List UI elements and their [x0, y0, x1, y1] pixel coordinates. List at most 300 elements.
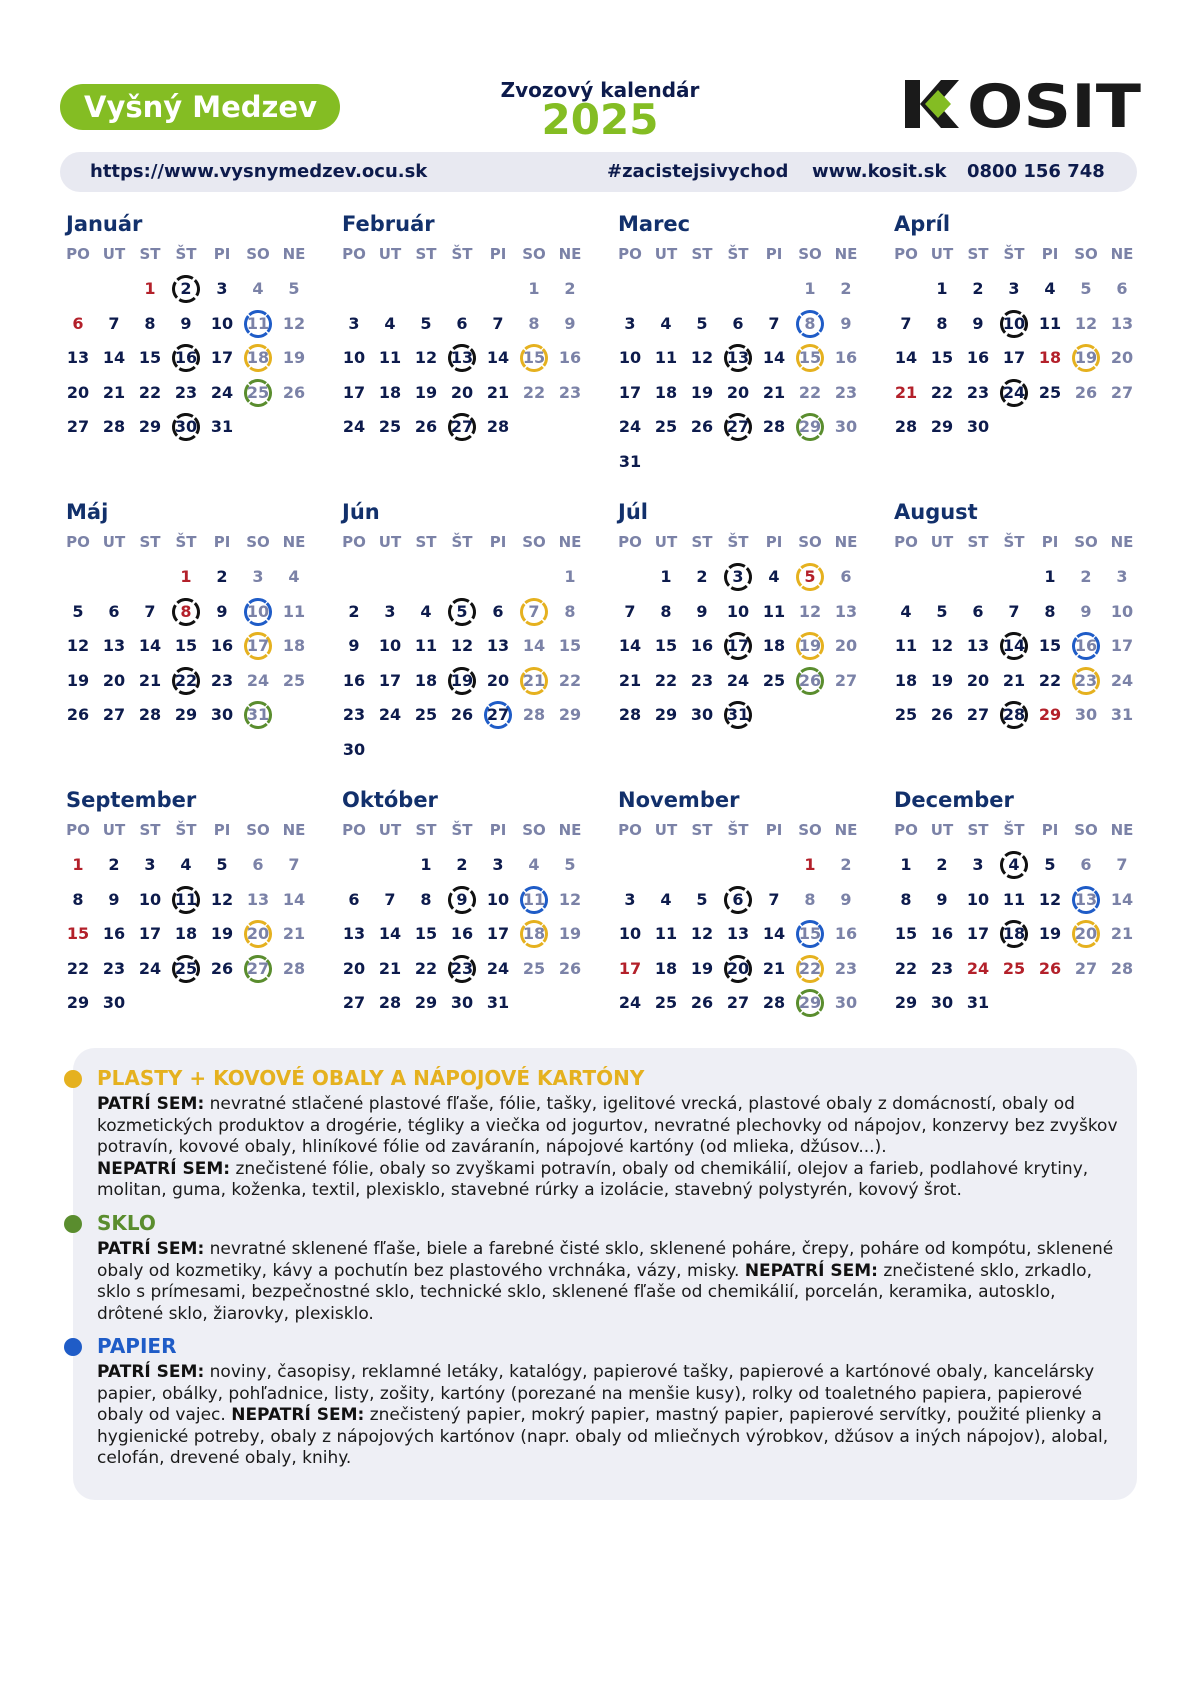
day-number: 30	[102, 993, 126, 1012]
day-cell	[204, 848, 240, 882]
day-cell-mixed-pickup	[168, 341, 204, 375]
day-number: 2	[840, 279, 852, 298]
weekday-label: ŠT	[1003, 533, 1025, 551]
day-number: 1	[900, 855, 912, 874]
day-cell	[132, 341, 168, 375]
weekday-label: PI	[489, 533, 507, 551]
day-cell	[996, 341, 1032, 375]
day-cell	[888, 410, 924, 444]
day-cell	[828, 664, 864, 698]
day-number: 5	[936, 601, 948, 621]
day-number: 10	[1002, 313, 1026, 333]
weekday-label: PO	[342, 245, 366, 263]
month-name: Apríl	[894, 212, 951, 236]
day-cell-paper-pickup	[1068, 883, 1104, 917]
day-cell	[240, 272, 276, 306]
day-number: 8	[900, 889, 912, 909]
day-cell	[1104, 341, 1140, 375]
day-cell	[552, 848, 588, 882]
day-cell-glass-pickup	[240, 698, 276, 732]
weekday-label: UT	[378, 821, 402, 839]
day-cell	[960, 664, 996, 698]
day-cell	[372, 952, 408, 986]
day-cell	[828, 595, 864, 629]
day-number: 21	[1110, 924, 1134, 943]
day-number: 23	[966, 382, 990, 402]
day-cell	[720, 664, 756, 698]
day-number: 20	[450, 382, 474, 402]
month-7	[612, 500, 878, 780]
day-cell	[552, 595, 588, 629]
day-number: 2	[456, 855, 468, 874]
day-cell-plastic-pickup	[516, 917, 552, 951]
day-number: 26	[558, 958, 582, 978]
day-number: 9	[696, 601, 708, 621]
weekday-label: NE	[282, 245, 306, 263]
weekday-label: ŠT	[175, 533, 197, 551]
day-cell-mixed-pickup	[996, 307, 1032, 341]
day-cell	[96, 629, 132, 663]
day-number: 16	[834, 924, 858, 943]
day-cell	[756, 986, 792, 1020]
day-number: 10	[966, 889, 990, 909]
day-cell	[960, 595, 996, 629]
day-cell	[372, 341, 408, 375]
day-cell	[960, 883, 996, 917]
day-number: 7	[528, 601, 540, 621]
day-cell	[960, 629, 996, 663]
day-cell	[960, 917, 996, 951]
day-number: 8	[180, 601, 192, 621]
day-number: 23	[102, 958, 126, 978]
day-cell	[96, 952, 132, 986]
day-number: 22	[798, 958, 822, 978]
day-cell-mixed-pickup	[720, 883, 756, 917]
day-number: 29	[930, 417, 954, 436]
day-cell	[276, 952, 312, 986]
day-cell	[132, 848, 168, 882]
weekday-label: PI	[213, 821, 231, 839]
day-number: 1	[180, 567, 192, 586]
day-number: 10	[378, 636, 402, 655]
day-number: 16	[174, 348, 198, 367]
day-cell	[204, 952, 240, 986]
day-number: 25	[1002, 958, 1026, 978]
day-number: 9	[180, 313, 192, 333]
day-cell	[684, 952, 720, 986]
day-cell	[648, 410, 684, 444]
day-number: 17	[1002, 348, 1026, 367]
weekday-label: ŠT	[1003, 245, 1025, 263]
day-cell	[1032, 952, 1068, 986]
day-number: 20	[1110, 348, 1134, 367]
day-cell	[684, 595, 720, 629]
day-number: 5	[216, 855, 228, 874]
day-cell	[168, 376, 204, 410]
day-cell	[996, 883, 1032, 917]
weekday-label: SO	[522, 821, 546, 839]
weekday-label: SO	[1074, 821, 1098, 839]
day-number: 6	[456, 313, 468, 333]
day-cell	[336, 698, 372, 732]
month-11	[612, 788, 878, 1068]
day-cell	[924, 883, 960, 917]
day-cell-plastic-pickup	[1068, 341, 1104, 375]
day-number: 31	[618, 451, 642, 471]
day-number: 27	[966, 705, 990, 724]
weekday-label: NE	[558, 533, 582, 551]
glass-dot-icon	[64, 1215, 82, 1233]
day-cell	[684, 410, 720, 444]
day-number: 1	[804, 855, 816, 874]
day-cell	[648, 560, 684, 594]
day-number: 17	[378, 670, 402, 690]
day-number: 26	[798, 670, 822, 690]
day-cell	[756, 595, 792, 629]
day-cell-glass-pickup	[240, 952, 276, 986]
day-cell	[1068, 560, 1104, 594]
day-cell	[408, 341, 444, 375]
weekday-label: UT	[654, 245, 678, 263]
day-number: 10	[618, 924, 642, 943]
day-cell	[792, 376, 828, 410]
day-cell	[408, 698, 444, 732]
day-cell	[888, 986, 924, 1020]
day-cell	[516, 698, 552, 732]
day-cell	[924, 698, 960, 732]
day-cell-mixed-pickup	[444, 883, 480, 917]
day-cell-paper-pickup	[240, 307, 276, 341]
day-cell-paper-pickup	[480, 698, 516, 732]
day-number: 6	[840, 567, 852, 586]
day-number: 3	[216, 279, 228, 298]
day-number: 5	[696, 889, 708, 909]
day-cell	[552, 629, 588, 663]
day-cell	[60, 952, 96, 986]
day-number: 29	[1038, 705, 1062, 724]
hashtag: #zacistejsivychod	[607, 161, 789, 182]
day-cell	[132, 952, 168, 986]
day-cell-mixed-pickup	[720, 560, 756, 594]
day-number: 6	[972, 601, 984, 621]
weekday-label: ST	[967, 533, 989, 551]
day-number: 14	[138, 636, 162, 655]
day-number: 5	[288, 279, 300, 298]
day-cell	[132, 595, 168, 629]
day-number: 1	[420, 855, 432, 874]
day-number: 21	[762, 382, 786, 402]
day-number: 23	[450, 958, 474, 978]
day-number: 22	[894, 958, 918, 978]
day-cell	[1032, 698, 1068, 732]
day-cell	[276, 341, 312, 375]
day-number: 28	[1002, 705, 1026, 724]
day-number: 9	[840, 313, 852, 333]
day-cell	[132, 410, 168, 444]
day-number: 28	[762, 993, 786, 1012]
day-cell	[684, 698, 720, 732]
weekday-label: PI	[1041, 821, 1059, 839]
day-number: 28	[486, 417, 510, 436]
day-number: 5	[1080, 279, 1092, 298]
month-name: Júl	[618, 500, 648, 524]
day-cell	[336, 883, 372, 917]
day-number: 20	[102, 670, 126, 690]
day-cell	[612, 952, 648, 986]
day-number: 25	[282, 670, 306, 690]
glass-title: SKLO	[97, 1211, 156, 1235]
day-cell	[1104, 560, 1140, 594]
weekday-label: UT	[930, 533, 954, 551]
day-number: 22	[138, 382, 162, 402]
weekday-label: PO	[894, 533, 918, 551]
day-number: 4	[1044, 279, 1056, 298]
weekday-label: UT	[378, 533, 402, 551]
day-number: 7	[1008, 601, 1020, 621]
contact-bar	[60, 152, 1137, 192]
day-cell	[648, 629, 684, 663]
day-number: 21	[618, 670, 642, 690]
day-cell	[684, 341, 720, 375]
day-cell	[96, 376, 132, 410]
day-number: 8	[528, 313, 540, 333]
day-cell	[888, 952, 924, 986]
day-cell	[888, 698, 924, 732]
day-number: 18	[894, 670, 918, 690]
weekday-label: ŠT	[727, 533, 749, 551]
day-cell	[336, 341, 372, 375]
day-number: 17	[618, 958, 642, 978]
day-number: 16	[966, 348, 990, 367]
day-number: 19	[414, 382, 438, 402]
weekday-label: SO	[1074, 533, 1098, 551]
day-number: 5	[420, 313, 432, 333]
day-number: 19	[798, 636, 822, 655]
day-number: 4	[252, 279, 264, 298]
weekday-label: PO	[618, 821, 642, 839]
day-number: 17	[486, 924, 510, 943]
weekday-label: PI	[765, 245, 783, 263]
month-name: Január	[66, 212, 143, 236]
day-number: 19	[210, 924, 234, 943]
weekday-label: SO	[1074, 245, 1098, 263]
day-number: 20	[486, 670, 510, 690]
day-cell	[480, 629, 516, 663]
day-number: 28	[282, 958, 306, 978]
day-number: 23	[834, 958, 858, 978]
day-number: 3	[624, 889, 636, 909]
month-name: November	[618, 788, 740, 812]
day-cell	[684, 560, 720, 594]
day-number: 17	[618, 382, 642, 402]
day-number: 6	[732, 889, 744, 909]
day-cell	[516, 376, 552, 410]
day-cell	[204, 698, 240, 732]
day-number: 29	[558, 705, 582, 724]
day-cell	[408, 986, 444, 1020]
day-cell	[60, 883, 96, 917]
day-cell	[444, 698, 480, 732]
weekday-label: PI	[489, 821, 507, 839]
day-cell	[612, 698, 648, 732]
day-number: 27	[246, 958, 270, 978]
day-number: 11	[894, 636, 918, 655]
weekday-label: ST	[691, 533, 713, 551]
day-cell	[336, 986, 372, 1020]
day-number: 17	[138, 924, 162, 943]
day-cell	[960, 848, 996, 882]
day-number: 3	[144, 855, 156, 874]
day-number: 18	[1002, 924, 1026, 943]
day-cell	[204, 560, 240, 594]
day-number: 13	[486, 636, 510, 655]
day-cell	[888, 595, 924, 629]
day-number: 2	[216, 567, 228, 586]
village-website-link[interactable]: https://www.vysnymedzev.ocu.sk	[90, 161, 428, 182]
day-cell	[516, 629, 552, 663]
day-cell	[132, 307, 168, 341]
calendar-title: Zvozový kalendár	[500, 78, 700, 102]
day-cell	[372, 307, 408, 341]
day-cell	[720, 917, 756, 951]
day-cell	[552, 952, 588, 986]
day-number: 6	[492, 601, 504, 621]
day-number: 6	[108, 601, 120, 621]
day-cell	[960, 307, 996, 341]
day-number: 20	[726, 958, 750, 978]
day-cell	[924, 410, 960, 444]
day-cell	[1032, 341, 1068, 375]
day-number: 12	[690, 348, 714, 367]
day-cell	[96, 848, 132, 882]
day-cell	[756, 664, 792, 698]
weekday-label: ST	[415, 821, 437, 839]
day-cell	[888, 629, 924, 663]
kosit-website-link[interactable]: www.kosit.sk	[812, 161, 947, 182]
day-cell-plastic-pickup	[792, 560, 828, 594]
day-number: 30	[450, 993, 474, 1012]
day-cell-mixed-pickup	[168, 952, 204, 986]
day-number: 30	[210, 705, 234, 724]
day-cell	[204, 272, 240, 306]
day-cell	[96, 698, 132, 732]
day-number: 15	[930, 348, 954, 367]
day-cell	[924, 986, 960, 1020]
day-cell	[276, 629, 312, 663]
kosit-logo	[905, 76, 1143, 132]
month-name: September	[66, 788, 197, 812]
day-number: 17	[966, 924, 990, 943]
weekday-label: NE	[282, 821, 306, 839]
month-6	[336, 500, 602, 780]
day-cell	[372, 410, 408, 444]
day-number: 19	[450, 670, 474, 690]
day-number: 27	[834, 670, 858, 690]
day-number: 24	[246, 670, 270, 690]
day-number: 15	[66, 924, 90, 943]
day-number: 12	[66, 636, 90, 655]
day-number: 25	[894, 705, 918, 724]
day-cell	[888, 376, 924, 410]
day-number: 11	[654, 348, 678, 367]
day-number: 29	[798, 993, 822, 1012]
day-cell	[168, 698, 204, 732]
day-number: 4	[288, 567, 300, 586]
day-number: 13	[726, 348, 750, 367]
day-cell	[480, 917, 516, 951]
day-number: 4	[528, 855, 540, 874]
day-number: 3	[252, 567, 264, 586]
day-number: 30	[342, 739, 366, 759]
day-number: 16	[450, 924, 474, 943]
month-name: Október	[342, 788, 438, 812]
day-cell	[612, 307, 648, 341]
day-cell	[960, 986, 996, 1020]
day-cell-mixed-pickup	[996, 629, 1032, 663]
day-number: 11	[654, 924, 678, 943]
month-8	[888, 500, 1154, 780]
weekday-label: UT	[102, 533, 126, 551]
day-cell	[408, 629, 444, 663]
day-number: 21	[894, 382, 918, 402]
day-number: 19	[690, 382, 714, 402]
day-number: 8	[660, 601, 672, 621]
day-number: 2	[936, 855, 948, 874]
day-number: 22	[654, 670, 678, 690]
day-cell	[204, 664, 240, 698]
day-number: 6	[348, 889, 360, 909]
day-cell	[480, 376, 516, 410]
day-number: 8	[72, 889, 84, 909]
day-number: 12	[210, 889, 234, 909]
day-cell-paper-pickup	[792, 917, 828, 951]
day-number: 30	[834, 993, 858, 1012]
day-number: 19	[1038, 924, 1062, 943]
day-cell	[1032, 307, 1068, 341]
day-cell-plastic-pickup	[240, 917, 276, 951]
day-number: 1	[804, 279, 816, 298]
weekday-label: ŠT	[727, 821, 749, 839]
day-number: 29	[66, 993, 90, 1012]
day-cell	[756, 376, 792, 410]
day-number: 18	[282, 636, 306, 655]
day-number: 24	[1002, 382, 1026, 402]
weekday-label: PO	[894, 245, 918, 263]
day-number: 25	[414, 705, 438, 724]
day-number: 21	[138, 670, 162, 690]
day-number: 2	[564, 279, 576, 298]
day-number: 16	[930, 924, 954, 943]
phone-number[interactable]: 0800 156 748	[967, 161, 1105, 182]
day-cell	[924, 848, 960, 882]
day-number: 4	[660, 889, 672, 909]
day-cell	[408, 410, 444, 444]
day-number: 15	[522, 348, 546, 367]
weekday-label: PI	[1041, 533, 1059, 551]
day-number: 30	[690, 705, 714, 724]
day-number: 20	[342, 958, 366, 978]
day-cell	[132, 376, 168, 410]
day-cell	[336, 917, 372, 951]
day-number: 13	[66, 348, 90, 367]
month-name: August	[894, 500, 978, 524]
day-number: 31	[486, 993, 510, 1012]
day-cell	[648, 376, 684, 410]
day-cell	[1104, 595, 1140, 629]
day-number: 24	[618, 417, 642, 436]
day-cell	[828, 986, 864, 1020]
day-cell	[1104, 664, 1140, 698]
